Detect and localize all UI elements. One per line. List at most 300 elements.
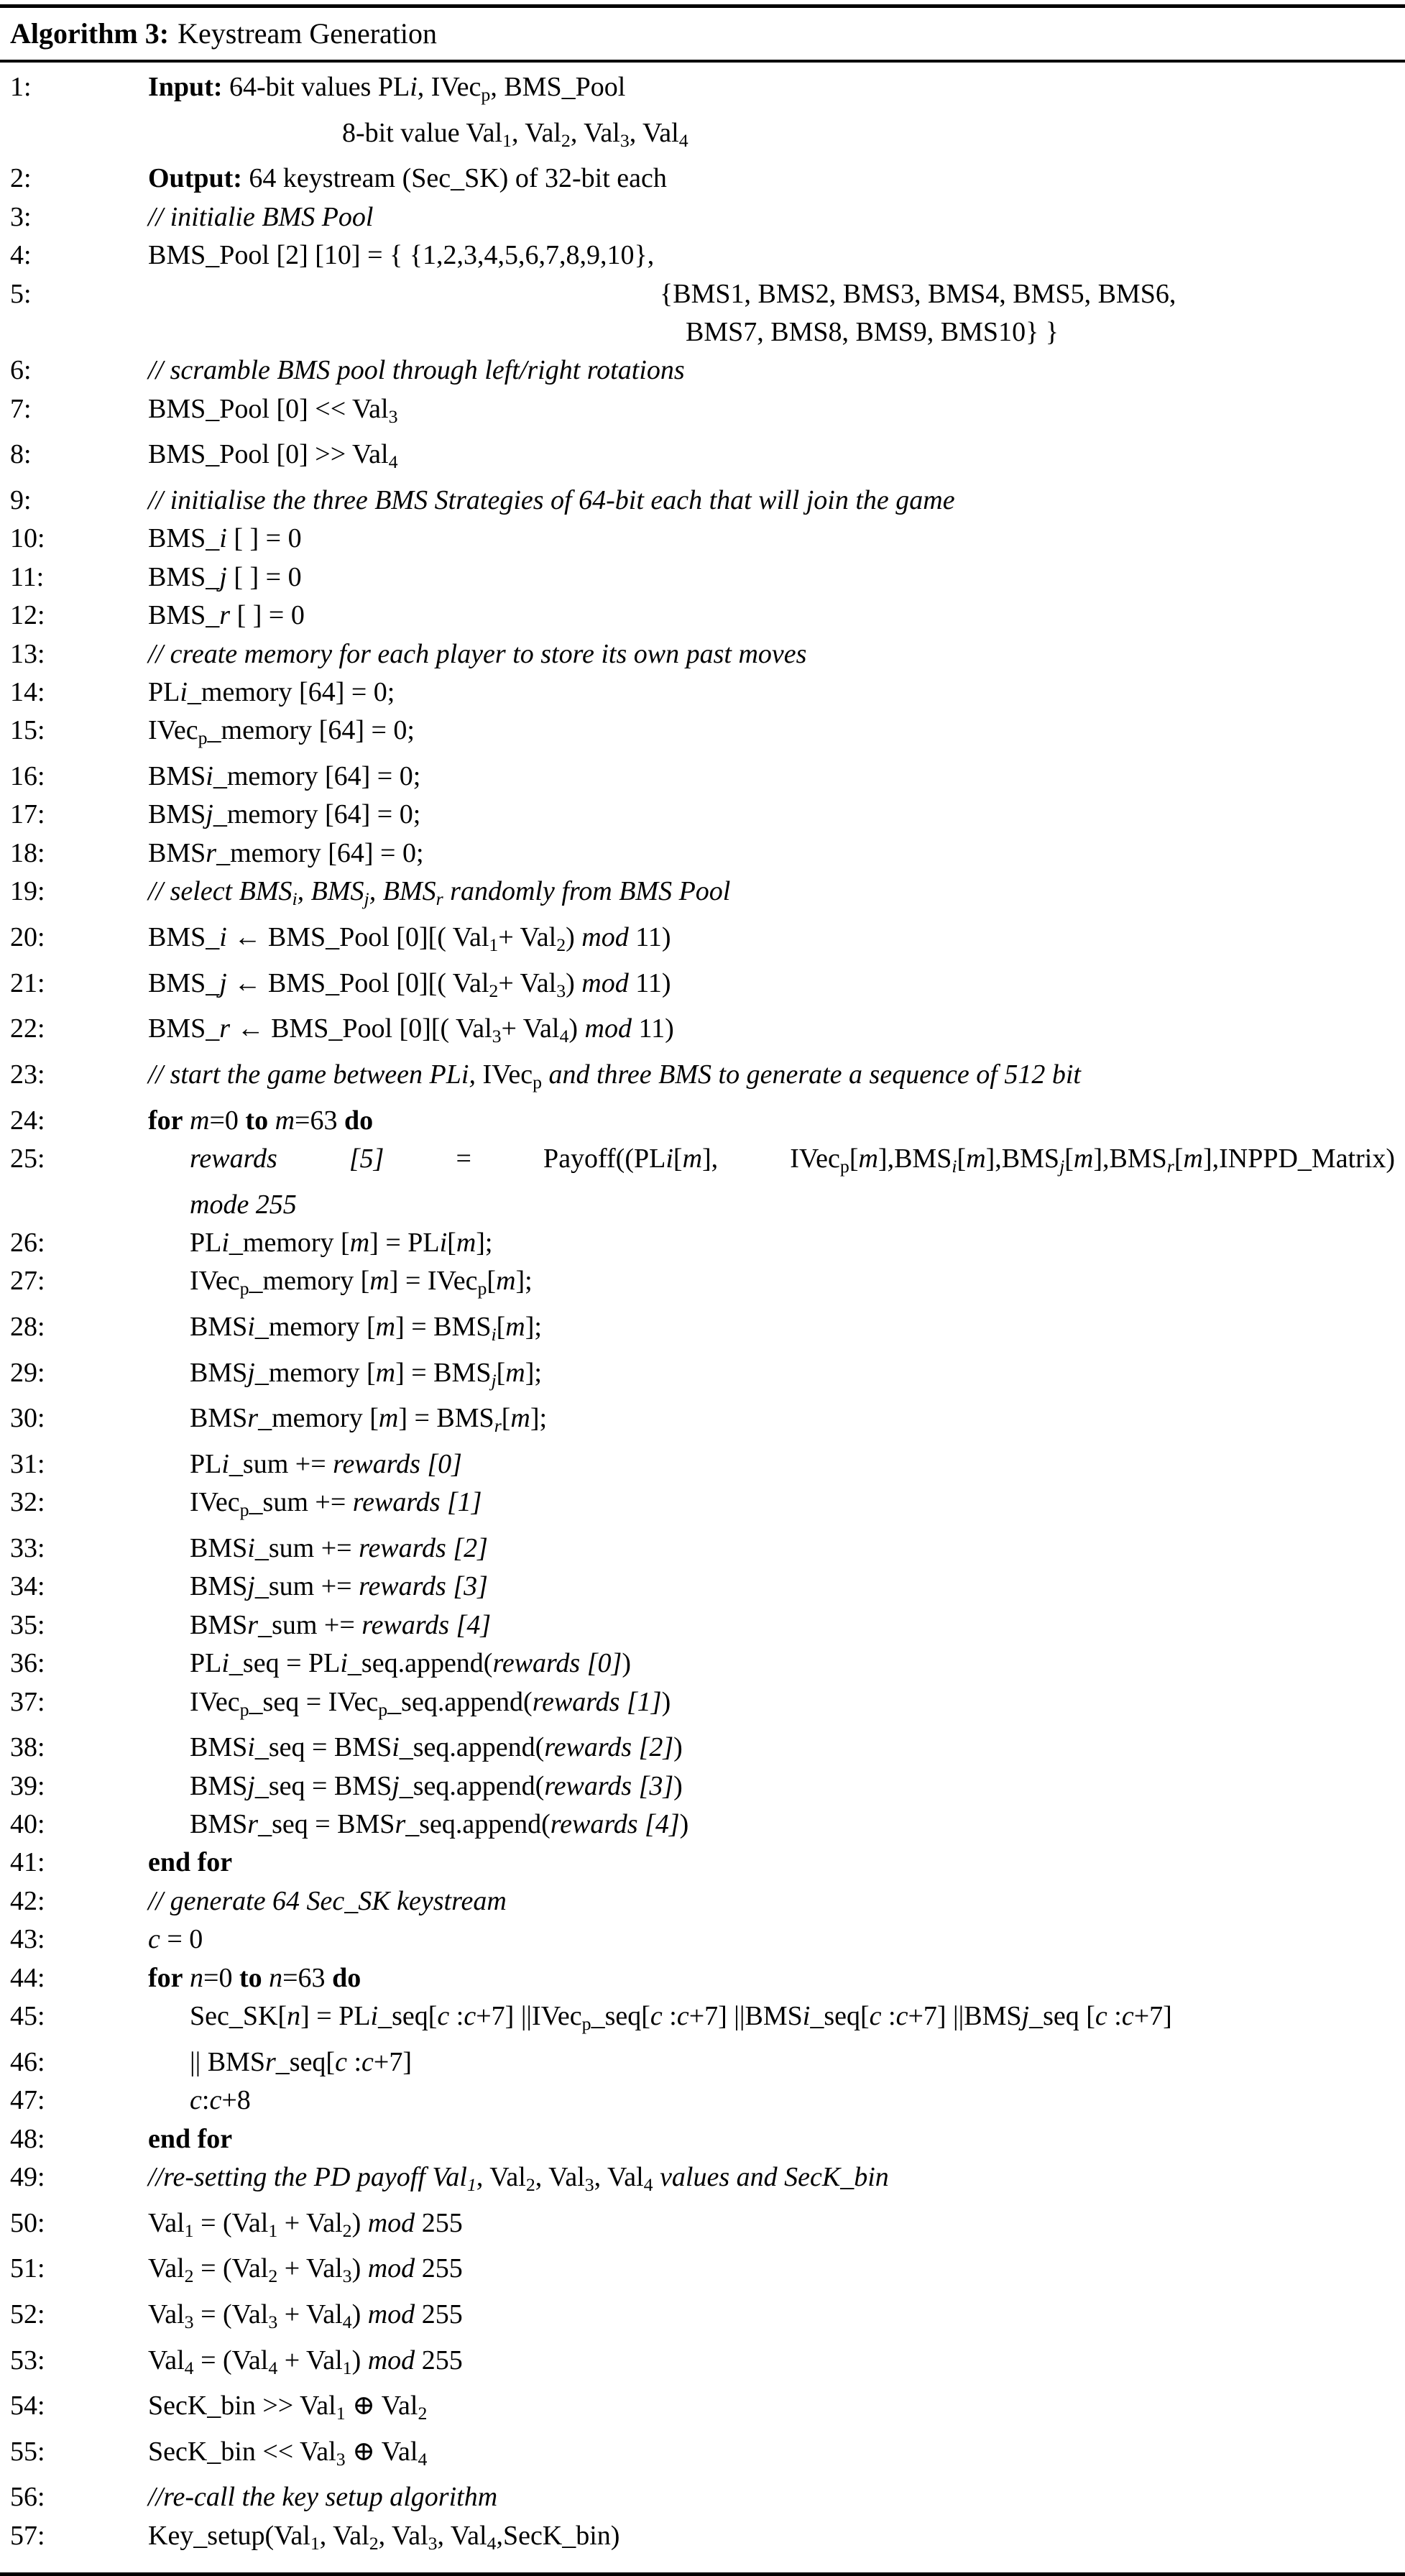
code-segment: IVec <box>482 1059 533 1090</box>
code-segment: c <box>650 2001 663 2032</box>
line-number: 25: <box>10 1143 45 1174</box>
code-segment: _seq.append( <box>399 1732 545 1763</box>
code-segment: BMS <box>190 1312 248 1342</box>
code-segment: _memory [ <box>254 1357 376 1388</box>
code-segment: _memory [64] = 0; <box>187 677 395 708</box>
algo-line <box>10 2043 1395 2082</box>
algo-line <box>10 160 1395 198</box>
algo-line <box>10 1186 1395 1224</box>
algo-line <box>10 68 1395 114</box>
code-segment: mod <box>367 2299 415 2329</box>
algo-line <box>10 1644 1395 1683</box>
code-segment: 1 <box>336 2403 346 2424</box>
code-segment: c <box>148 1924 160 1955</box>
code-segment: 2 <box>561 129 571 151</box>
code-segment: c <box>437 2001 450 2032</box>
code-segment <box>268 1105 275 1136</box>
code-segment: p <box>198 727 208 749</box>
code-segment: rewards [4] <box>550 1809 680 1840</box>
code-segment: +7] ||IVec <box>476 2001 582 2032</box>
code-segment: m <box>505 1312 525 1342</box>
code-segment: c <box>895 2001 908 2032</box>
algo-line <box>10 597 1395 635</box>
line-number: 30: <box>10 1403 45 1434</box>
code-segment: ],INPPD_Matrix) <box>1202 1143 1395 1174</box>
code-segment: m <box>369 1266 390 1297</box>
line-code <box>148 1399 1395 1445</box>
code-segment: r <box>395 1809 406 1840</box>
code-segment: 2 <box>184 2266 194 2287</box>
line-code <box>148 390 1395 436</box>
line-code <box>148 2158 1395 2204</box>
code-segment: _seq.append( <box>347 1648 493 1679</box>
code-segment: BMS_ <box>148 523 220 554</box>
code-segment: // create memory for each player to store its own past moves <box>148 638 807 669</box>
code-segment: + Val <box>277 2299 343 2329</box>
line-code <box>148 2204 1395 2250</box>
code-segment: // initialie BMS Pool <box>148 201 374 232</box>
code-segment: 2 <box>369 2533 379 2554</box>
code-segment: i <box>952 1156 957 1177</box>
code-segment: rewards [2] <box>359 1532 488 1563</box>
line-number: 49: <box>10 2161 45 2192</box>
line-number: 44: <box>10 1962 45 1993</box>
algo-line <box>10 1010 1395 1056</box>
code-segment: i <box>802 2001 811 2032</box>
code-segment: Val <box>148 2345 185 2375</box>
code-segment: ],BMS <box>877 1143 952 1174</box>
code-segment: rewards [2] <box>544 1732 674 1763</box>
code-segment: // generate 64 Sec_SK keystream <box>148 1885 507 1916</box>
line-number: 42: <box>10 1885 45 1916</box>
line-number: 12: <box>10 600 45 631</box>
algo-line <box>10 198 1395 236</box>
code-segment: j <box>364 888 369 910</box>
code-segment: [ ] = 0 <box>226 561 302 592</box>
code-segment: Input: <box>148 72 223 102</box>
line-number: 8: <box>10 439 32 470</box>
algo-line <box>10 1729 1395 1767</box>
algo-line <box>10 1224 1395 1262</box>
line-number: 43: <box>10 1924 45 1955</box>
code-segment: i <box>219 921 227 952</box>
line-number: 54: <box>10 2391 45 2421</box>
code-segment: p <box>378 1698 388 1720</box>
code-segment: ← BMS_Pool [0][( Val <box>226 967 489 998</box>
code-segment: _seq = PL <box>229 1648 341 1679</box>
line-number: 3: <box>10 201 32 232</box>
code-segment: _seq = BMS <box>254 1732 392 1763</box>
code-segment: 3 <box>492 1026 502 1047</box>
code-segment: , IVec <box>417 72 482 102</box>
line-code <box>148 275 1395 313</box>
code-segment: m <box>378 1403 399 1434</box>
code-segment: m <box>1073 1143 1094 1174</box>
code-segment: mod <box>584 1013 632 1044</box>
algo-line <box>10 1606 1395 1644</box>
code-segment: ) <box>351 2345 368 2375</box>
code-segment: Val <box>148 2253 185 2284</box>
code-segment: j <box>206 799 213 830</box>
code-segment: [ <box>957 1143 967 1174</box>
line-number: 13: <box>10 638 45 669</box>
code-segment: BMS <box>190 1609 248 1640</box>
line-code <box>148 558 1395 597</box>
code-segment: : <box>662 2001 677 2032</box>
code-segment: 4 <box>184 2357 194 2378</box>
line-number: 39: <box>10 1770 45 1801</box>
code-segment: + Val <box>277 2207 343 2238</box>
code-segment: ] = IVec <box>389 1266 478 1297</box>
code-segment: ) <box>661 1686 671 1717</box>
line-code <box>148 1844 1395 1882</box>
code-segment: || BMS <box>190 2046 265 2077</box>
code-segment: 4 <box>678 129 688 151</box>
code-segment: BMS <box>148 837 206 868</box>
code-segment: rewards [5] <box>190 1143 384 1174</box>
code-segment: 1 <box>268 2220 278 2241</box>
line-number: 27: <box>10 1266 45 1297</box>
line-code <box>148 873 1395 919</box>
line-number: 33: <box>10 1532 45 1563</box>
code-segment: + Val <box>501 1013 560 1044</box>
code-segment: i <box>410 72 418 102</box>
line-code <box>148 351 1395 390</box>
algo-line <box>10 1354 1395 1400</box>
code-segment: // scramble BMS pool through left/right rotations <box>148 355 685 386</box>
code-segment: 11) <box>628 921 671 952</box>
line-code <box>148 1262 1395 1308</box>
code-segment: BMS_ <box>148 561 220 592</box>
code-segment: [ <box>496 1312 506 1342</box>
code-segment: {BMS1, BMS2, BMS3, BMS4, BMS5, BMS6, <box>660 278 1176 309</box>
code-segment: BMS <box>190 1770 248 1801</box>
code-segment: BMS <box>190 1357 248 1388</box>
algo-line <box>10 1568 1395 1606</box>
line-number: 35: <box>10 1609 45 1640</box>
code-segment: + Val <box>498 967 557 998</box>
code-segment: _seq = BMS <box>254 1770 392 1801</box>
code-segment: ],BMS <box>985 1143 1060 1174</box>
algo-line <box>10 482 1395 520</box>
line-number: 16: <box>10 761 45 792</box>
line-code <box>148 2043 1395 2082</box>
line-number: 26: <box>10 1227 45 1258</box>
line-code <box>148 482 1395 520</box>
line-number: 17: <box>10 799 45 830</box>
line-number: 32: <box>10 1487 45 1518</box>
code-segment: =0 <box>203 1962 239 1993</box>
code-segment: +7] ||BMS <box>688 2001 803 2032</box>
code-segment: i <box>247 1732 255 1763</box>
line-number: 22: <box>10 1013 45 1044</box>
code-segment: 64 keystream (Sec_SK) of 32-bit each <box>241 163 667 194</box>
algo-line <box>10 2296 1395 2342</box>
code-segment: _memory [ <box>229 1227 350 1258</box>
code-segment: [ <box>673 1143 683 1174</box>
code-segment: j <box>219 967 227 998</box>
line-code <box>148 635 1395 673</box>
code-segment: m <box>966 1143 986 1174</box>
code-segment: Key_setup(Val <box>148 2520 310 2551</box>
code-segment: _seq[ <box>810 2001 870 2032</box>
algo-line <box>10 275 1395 313</box>
algo-line <box>10 1767 1395 1806</box>
code-segment: c <box>869 2001 882 2032</box>
code-segment: _seq[ <box>378 2001 438 2032</box>
line-number: 36: <box>10 1648 45 1679</box>
algo-line <box>10 1959 1395 1997</box>
code-segment: = 0 <box>160 1924 203 1955</box>
line-number: 2: <box>10 163 32 194</box>
line-code <box>148 2433 1395 2479</box>
code-segment: j <box>1059 1156 1065 1177</box>
code-segment: //re-setting the PD payoff Val <box>148 2161 467 2192</box>
code-segment: ⊕ Val <box>345 2436 418 2467</box>
code-segment: Val <box>148 2207 185 2238</box>
line-code <box>148 796 1395 834</box>
code-segment: _seq.append( <box>399 1770 545 1801</box>
code-segment: ) <box>622 1648 631 1679</box>
line-code <box>148 313 1395 351</box>
code-segment: , BMS_Pool <box>490 72 626 102</box>
code-segment: r <box>264 2046 276 2077</box>
line-code <box>148 1530 1395 1568</box>
code-segment: ) <box>351 2207 368 2238</box>
code-segment: IVec <box>190 1686 240 1717</box>
line-number: 40: <box>10 1809 45 1840</box>
code-segment: i <box>292 888 298 910</box>
code-segment: _memory [ <box>258 1403 379 1434</box>
algo-line <box>10 558 1395 597</box>
code-segment: 1 <box>466 2174 476 2196</box>
code-segment: : <box>881 2001 896 2032</box>
code-segment: j <box>247 1770 255 1801</box>
code-segment: ) <box>566 967 582 998</box>
line-number: 28: <box>10 1312 45 1342</box>
code-segment: m <box>375 1312 396 1342</box>
code-segment: j <box>219 561 227 592</box>
code-segment: for <box>148 1962 183 1993</box>
code-segment: +8 <box>221 2085 251 2116</box>
code-segment: j <box>247 1357 255 1388</box>
code-segment: 255 <box>415 2207 463 2238</box>
algo-line <box>10 2387 1395 2433</box>
line-code <box>148 834 1395 873</box>
code-segment: 255 <box>415 2253 463 2284</box>
line-number: 57: <box>10 2520 45 2551</box>
line-number: 41: <box>10 1847 45 1878</box>
code-segment: =63 <box>282 1962 333 1993</box>
algo-line <box>10 712 1395 758</box>
code-segment: ]; <box>515 1266 533 1297</box>
code-segment: , Val <box>437 2520 487 2551</box>
line-number: 56: <box>10 2482 45 2513</box>
code-segment: ) <box>351 2253 368 2284</box>
line-number: 9: <box>10 485 32 515</box>
code-segment: p <box>481 84 491 106</box>
algo-line <box>10 313 1395 351</box>
code-segment: [ <box>1064 1143 1074 1174</box>
code-segment: i <box>221 1448 229 1479</box>
code-segment: i <box>340 1648 348 1679</box>
line-number: 7: <box>10 393 32 424</box>
code-segment: n <box>190 1962 204 1993</box>
code-segment: _memory [ <box>249 1266 370 1297</box>
line-number: 37: <box>10 1686 45 1717</box>
line-code <box>148 114 1395 160</box>
code-segment: ) <box>673 1732 683 1763</box>
code-segment: BMS <box>148 799 206 830</box>
code-segment: p <box>477 1278 487 1300</box>
code-segment: ], IVec <box>702 1143 840 1174</box>
code-segment: values and SecK_bin <box>660 2161 889 2192</box>
code-segment: =63 <box>295 1105 344 1136</box>
line-number: 51: <box>10 2253 45 2284</box>
code-segment: ] = BMS <box>398 1403 494 1434</box>
code-segment: _memory [64] = 0; <box>207 715 415 746</box>
code-segment: 8-bit value Val <box>342 117 503 148</box>
algo-line <box>10 1262 1395 1308</box>
code-segment: rewards [0] <box>492 1648 622 1679</box>
code-segment: ]; <box>476 1227 493 1258</box>
code-segment: Sec_SK[ <box>190 2001 287 2032</box>
algo-line <box>10 1484 1395 1530</box>
line-code <box>148 1056 1395 1102</box>
line-number <box>10 114 148 160</box>
code-segment: BMS7, BMS8, BMS9, BMS10} } <box>686 316 1059 347</box>
code-segment: _sum += <box>249 1487 353 1518</box>
code-segment: BMS <box>148 761 206 792</box>
code-segment: , Val <box>570 117 620 148</box>
algo-line <box>10 1102 1395 1140</box>
code-segment: end for <box>148 1847 233 1878</box>
code-segment: BMS <box>190 1403 248 1434</box>
line-number: 14: <box>10 677 45 708</box>
code-segment: r <box>247 1403 259 1434</box>
code-segment: , Val <box>594 2161 644 2192</box>
code-segment: 3 <box>342 2266 352 2287</box>
line-code <box>148 436 1395 482</box>
line-code <box>148 1606 1395 1644</box>
line-code <box>148 712 1395 758</box>
code-segment: mode 255 <box>190 1189 297 1220</box>
code-segment: m <box>505 1357 525 1388</box>
algo-line <box>10 2478 1395 2516</box>
code-segment: PL <box>190 1448 222 1479</box>
algo-line <box>10 436 1395 482</box>
line-number: 34: <box>10 1571 45 1602</box>
line-number: 38: <box>10 1732 45 1763</box>
code-segment: m <box>858 1143 878 1174</box>
code-segment: c <box>361 2046 374 2077</box>
algo-line <box>10 1445 1395 1484</box>
code-segment: 1 <box>342 2357 352 2378</box>
code-segment: +7] ||BMS <box>908 2001 1022 2032</box>
code-segment: _memory [64] = 0; <box>213 761 421 792</box>
line-code <box>148 597 1395 635</box>
code-segment: ] = PL <box>369 1227 440 1258</box>
code-segment: r <box>219 600 231 631</box>
code-segment: _sum += <box>254 1532 359 1563</box>
code-segment: ) <box>568 1013 585 1044</box>
code-segment: r <box>436 888 443 910</box>
code-segment: end for <box>148 2123 233 2154</box>
code-segment: mod <box>581 921 629 952</box>
code-segment: do <box>344 1105 374 1136</box>
code-segment: _memory [ <box>254 1312 376 1342</box>
code-segment: : <box>201 2085 210 2116</box>
code-segment: ] = BMS <box>395 1357 492 1388</box>
line-code <box>148 1140 1395 1186</box>
algo-line <box>10 1683 1395 1729</box>
code-segment: // start the game between PLi, <box>148 1059 483 1090</box>
algo-line <box>10 1997 1395 2043</box>
code-segment: p <box>581 2013 591 2035</box>
algo-line <box>10 834 1395 873</box>
algo-line <box>10 965 1395 1011</box>
algo-line <box>10 1530 1395 1568</box>
code-segment: IVec <box>190 1487 240 1518</box>
line-number: 20: <box>10 921 45 952</box>
code-segment: _sum += <box>254 1571 359 1602</box>
code-segment: [ <box>1174 1143 1184 1174</box>
code-segment: randomly from BMS Pool <box>443 876 731 907</box>
code-segment: and three BMS to generate a sequence of 512 bit <box>542 1059 1081 1090</box>
code-segment: PL <box>190 1227 222 1258</box>
line-number: 5: <box>10 278 32 309</box>
line-code <box>148 1729 1395 1767</box>
algo-line <box>10 1920 1395 1959</box>
algo-line <box>10 1806 1395 1844</box>
code-segment: 3 <box>268 2312 278 2333</box>
code-segment: n <box>287 2001 301 2032</box>
code-segment: , Val <box>535 2161 585 2192</box>
algo-line <box>10 1399 1395 1445</box>
code-segment: : <box>346 2046 362 2077</box>
code-segment: [ <box>496 1357 506 1388</box>
code-segment: r <box>219 1013 231 1044</box>
code-segment: 1 <box>310 2533 320 2554</box>
code-segment: 3 <box>584 2174 594 2196</box>
line-number: 4: <box>10 240 32 271</box>
line-number <box>10 1186 148 1224</box>
code-segment: //re-call the key setup algorithm <box>148 2482 498 2513</box>
code-segment: : <box>1107 2001 1122 2032</box>
code-segment: [ <box>487 1266 497 1297</box>
line-code <box>148 965 1395 1011</box>
line-code <box>148 673 1395 712</box>
code-segment: , BMS <box>297 876 364 907</box>
line-number: 6: <box>10 355 32 386</box>
line-number: 31: <box>10 1448 45 1479</box>
line-code <box>148 1806 1395 1844</box>
code-segment: c <box>464 2001 476 2032</box>
line-code <box>148 2517 1395 2563</box>
code-segment: = (Val <box>193 2299 269 2329</box>
algo-line <box>10 2204 1395 2250</box>
code-segment: [ ] = 0 <box>230 600 305 631</box>
line-code <box>148 2082 1395 2120</box>
line-code <box>148 1920 1395 1959</box>
code-segment: BMS_Pool [0] >> Val <box>148 439 389 470</box>
code-segment: +7] <box>373 2046 412 2077</box>
code-segment: 3 <box>556 980 566 1001</box>
algo-line <box>10 1882 1395 1920</box>
code-segment: ]; <box>530 1403 548 1434</box>
algo-line <box>10 351 1395 390</box>
line-number: 48: <box>10 2123 45 2154</box>
